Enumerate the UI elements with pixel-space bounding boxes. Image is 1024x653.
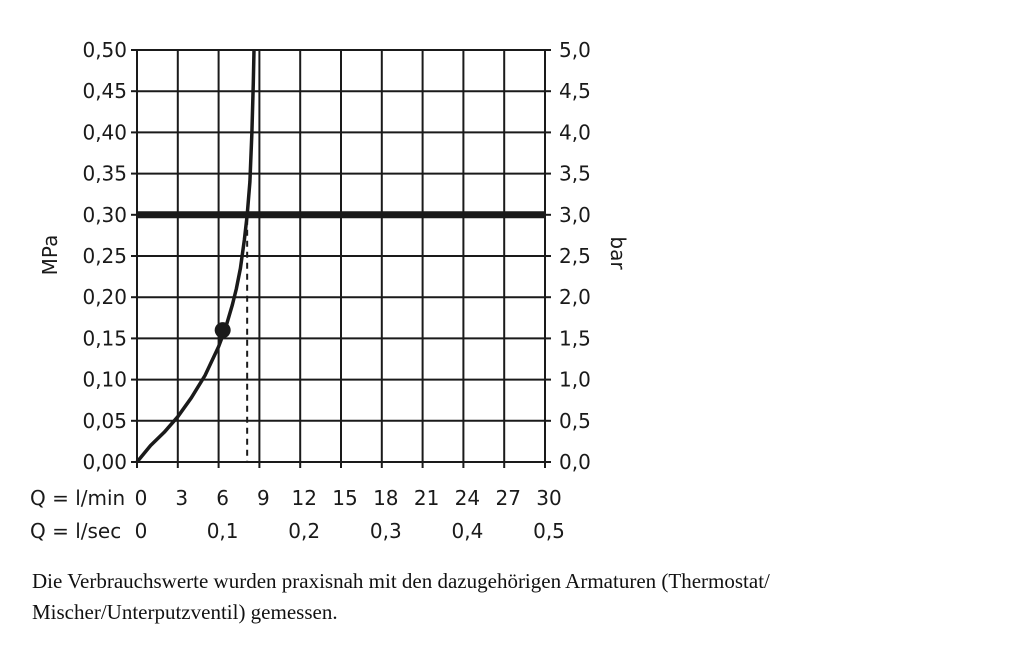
y2-tick-label: 3,0 <box>559 202 591 227</box>
y-tick-label: 0,15 <box>82 326 127 351</box>
x-axis-label: Q = l/min <box>30 486 126 510</box>
y-tick-label: 0,05 <box>82 408 127 433</box>
x-tick-label: 6 <box>216 486 229 510</box>
y-tick-label: 0,10 <box>82 367 127 392</box>
y2-tick-label: 1,5 <box>559 326 591 351</box>
y-tick-label: 0,30 <box>82 202 127 227</box>
y2-tick-label: 3,5 <box>559 161 591 186</box>
x-axis-tick-labels <box>135 486 562 510</box>
y-axis-tick-labels <box>82 38 127 474</box>
x-tick-label: 21 <box>413 486 440 510</box>
y-tick-label: 0,45 <box>82 79 127 104</box>
y2-tick-label: 2,0 <box>559 285 591 310</box>
x2-tick-label: 0,2 <box>288 519 321 543</box>
y2-axis-label: bar <box>606 236 630 270</box>
x-tick-label: 3 <box>175 486 189 510</box>
y2-tick-label: 1,0 <box>559 367 591 392</box>
x2-tick-label: 0,1 <box>206 519 239 543</box>
x-tick-label: 15 <box>332 486 358 510</box>
x2-tick-label: 0,4 <box>451 519 484 543</box>
x2-tick-label: 0,5 <box>533 519 565 543</box>
x2-tick-label: 0,3 <box>369 519 402 543</box>
y2-axis-tick-labels <box>559 38 591 474</box>
y2-tick-label: 5,0 <box>559 38 591 62</box>
y-tick-label: 0,20 <box>82 285 127 310</box>
y-axis-label: MPa <box>38 234 62 276</box>
x-tick-label: 0 <box>134 486 148 510</box>
curve-marker-point <box>215 322 231 338</box>
y-tick-label: 0,25 <box>82 244 127 268</box>
y-tick-label: 0,40 <box>82 120 127 145</box>
y2-tick-label: 0,0 <box>559 450 591 474</box>
y-tick-label: 0,35 <box>82 161 127 186</box>
y2-tick-label: 2,5 <box>559 244 591 268</box>
x2-axis-tick-labels <box>135 519 565 543</box>
y2-tick-label: 4,0 <box>559 120 591 145</box>
y2-tick-label: 0,5 <box>559 408 591 433</box>
x2-tick-label: 0 <box>134 519 148 543</box>
x-tick-label: 12 <box>291 486 317 510</box>
x-tick-label: 9 <box>257 486 270 510</box>
y-tick-label: 0,50 <box>82 38 127 62</box>
chart-grid <box>131 50 551 468</box>
caption-text: Die Verbrauchswerte wurden praxisnah mit den dazugehörigen Armaturen (Thermostat/ Mischer/Unterputzventil) gemessen. <box>32 569 770 624</box>
y2-tick-label: 4,5 <box>559 79 591 104</box>
x-tick-label: 18 <box>373 486 399 510</box>
x2-axis-label: Q = l/sec <box>30 519 122 543</box>
x-tick-label: 27 <box>495 486 521 510</box>
y-tick-label: 0,00 <box>82 450 127 474</box>
x-tick-label: 30 <box>536 486 562 510</box>
x-tick-label: 24 <box>454 486 481 510</box>
